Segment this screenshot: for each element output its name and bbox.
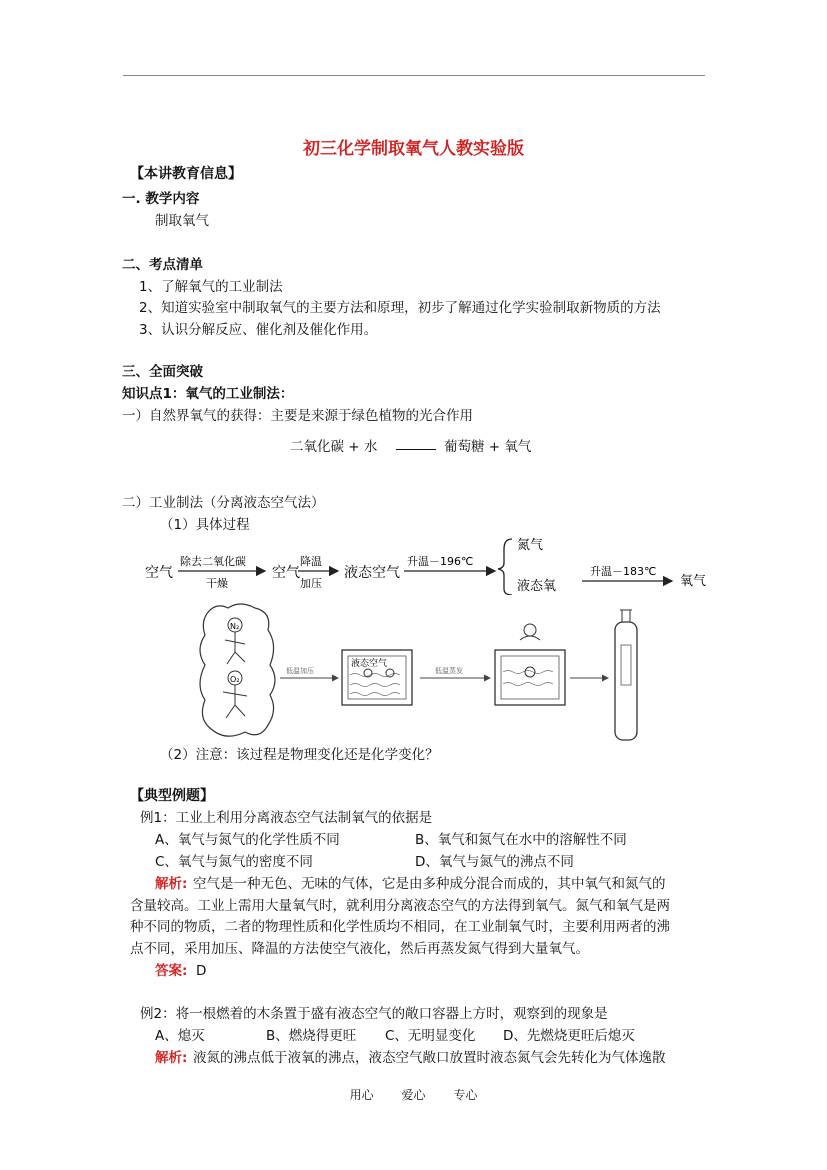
flow-liquid-oxygen: 液态氧 (517, 579, 557, 594)
arrow1-label: 低温加压 (286, 667, 314, 675)
flow-step2-top: 降温 (300, 555, 322, 568)
process-label: （1）具体过程 (160, 517, 250, 533)
examples-heading: 【典型例题】 (130, 788, 214, 804)
cylinder-valve-icon (622, 610, 630, 622)
flow-liquid-air: 液态空气 (344, 565, 400, 581)
liquid-waves (503, 671, 553, 686)
arrow2-label: 低温蒸发 (435, 667, 463, 675)
page-title: 初三化学制取氧气人教实验版 (303, 139, 524, 159)
footer-text: 爱心 (401, 1088, 426, 1102)
equation-arrow (396, 449, 436, 450)
example1-question: 例1：工业上利用分离液态空气法制氧气的依据是 (140, 810, 433, 826)
escaping-n2-icon (524, 624, 536, 636)
example1-option-a: A、氧气与氮气的化学性质不同 (155, 832, 340, 848)
liquid-waves (350, 674, 400, 696)
equation-left: 二氧化碳 + 水 (290, 439, 378, 455)
checklist-item: 3、认识分解反应、催化剂及催化作用。 (139, 322, 378, 338)
example1-analysis-label: 解析: (155, 876, 188, 892)
example1-option-b: B、氧气和氮气在水中的溶解性不同 (415, 832, 627, 848)
n2-label: N₂ (230, 622, 240, 631)
example2-option-d: D、先燃烧更旺后熄灭 (503, 1028, 635, 1044)
example2-option-b: B、燃烧得更旺 (266, 1028, 357, 1044)
example2-option-c: C、无明显变化 (385, 1028, 476, 1044)
example2-analysis-label: 解析: (155, 1050, 188, 1066)
example2-option-a: A、熄灭 (155, 1028, 205, 1044)
flow-step3: 升温－196℃ (407, 555, 474, 568)
example1-analysis-line: 含量较高。工业上需用大量氧气时，就利用分离液态空气的方法得到氧气。氮气和氧气是两 (130, 898, 670, 914)
flow-step2-bottom: 加压 (300, 577, 322, 590)
separation-illustration (190, 600, 650, 745)
flow-oxygen: 氧气 (680, 574, 707, 589)
o2-figure-icon (223, 685, 247, 718)
molecule-icon (386, 669, 394, 677)
example1-analysis-line: 空气是一种无色、无味的气体，它是由多种成分混合而成的，其中氧气和氮气的 (193, 876, 666, 892)
footer-text: 用心 (349, 1088, 374, 1102)
cylinder-label-icon (621, 645, 631, 685)
oxygen-cylinder-icon (615, 622, 637, 740)
o2-label: O₂ (230, 675, 240, 684)
example1-answer: D (196, 963, 207, 979)
checklist-item: 2、知道实验室中制取氧气的主要方法和原理，初步了解通过化学实验制取新物质的方法 (139, 300, 661, 316)
industrial-method-text: 二）工业制法（分离液态空气法） (122, 495, 325, 511)
n2-figure-icon (225, 632, 245, 664)
process-note: （2）注意：该过程是物理变化还是化学变化？ (160, 747, 439, 763)
section3-heading: 三、全面突破 (122, 364, 203, 380)
example2-analysis-line: 液氮的沸点低于液氧的沸点，液态空气敞口放置时液态氮气会先转化为气体逸散 (193, 1050, 666, 1066)
flow-step1-bottom: 干燥 (206, 577, 228, 590)
equation-right: 葡萄糖 + 氧气 (444, 439, 532, 455)
example1-answer-label: 答案: (155, 963, 188, 979)
info-heading: 【本讲教育信息】 (130, 166, 242, 182)
header-rule (123, 75, 705, 76)
section2-heading: 二、考点清单 (122, 257, 203, 273)
flow-air2: 空气 (272, 565, 300, 581)
flow-step4: 升温－183℃ (590, 565, 657, 578)
example1-option-d: D、氧气与氮气的沸点不同 (415, 854, 574, 870)
knowledge-point-1: 知识点1：氧气的工业制法： (122, 386, 294, 402)
escaping-n2-arms (520, 636, 540, 640)
flow-brace (498, 539, 512, 595)
section1-content: 制取氧气 (155, 213, 209, 229)
natural-oxygen-text: 一）自然界氧气的获得：主要是来源于绿色植物的光合作用 (122, 408, 473, 424)
example1-analysis-line: 种不同的物质，二者的物理性质和化学性质均不相同，在工业制氧气时，主要利用两者的沸 (130, 919, 670, 935)
example1-analysis-line: 点不同，采用加压、降温的方法使空气液化，然后再蒸发氮气得到大量氧气。 (130, 941, 589, 957)
example1-option-c: C、氧气与氮气的密度不同 (155, 854, 313, 870)
checklist-item: 1、了解氧气的工业制法 (139, 279, 283, 295)
section1-heading: 一. 教学内容 (122, 191, 200, 207)
example2-question: 例2：将一根燃着的木条置于盛有液态空气的敞口容器上方时，观察到的现象是 (140, 1006, 608, 1022)
flow-air: 空气 (145, 565, 173, 581)
footer-text: 专心 (453, 1088, 478, 1102)
flow-diagram (120, 535, 720, 595)
flow-nitrogen: 氮气 (517, 538, 544, 553)
page-footer (0, 1086, 827, 1103)
box1-label: 液态空气 (351, 659, 388, 669)
flow-step1-top: 除去二氧化碳 (180, 555, 246, 568)
